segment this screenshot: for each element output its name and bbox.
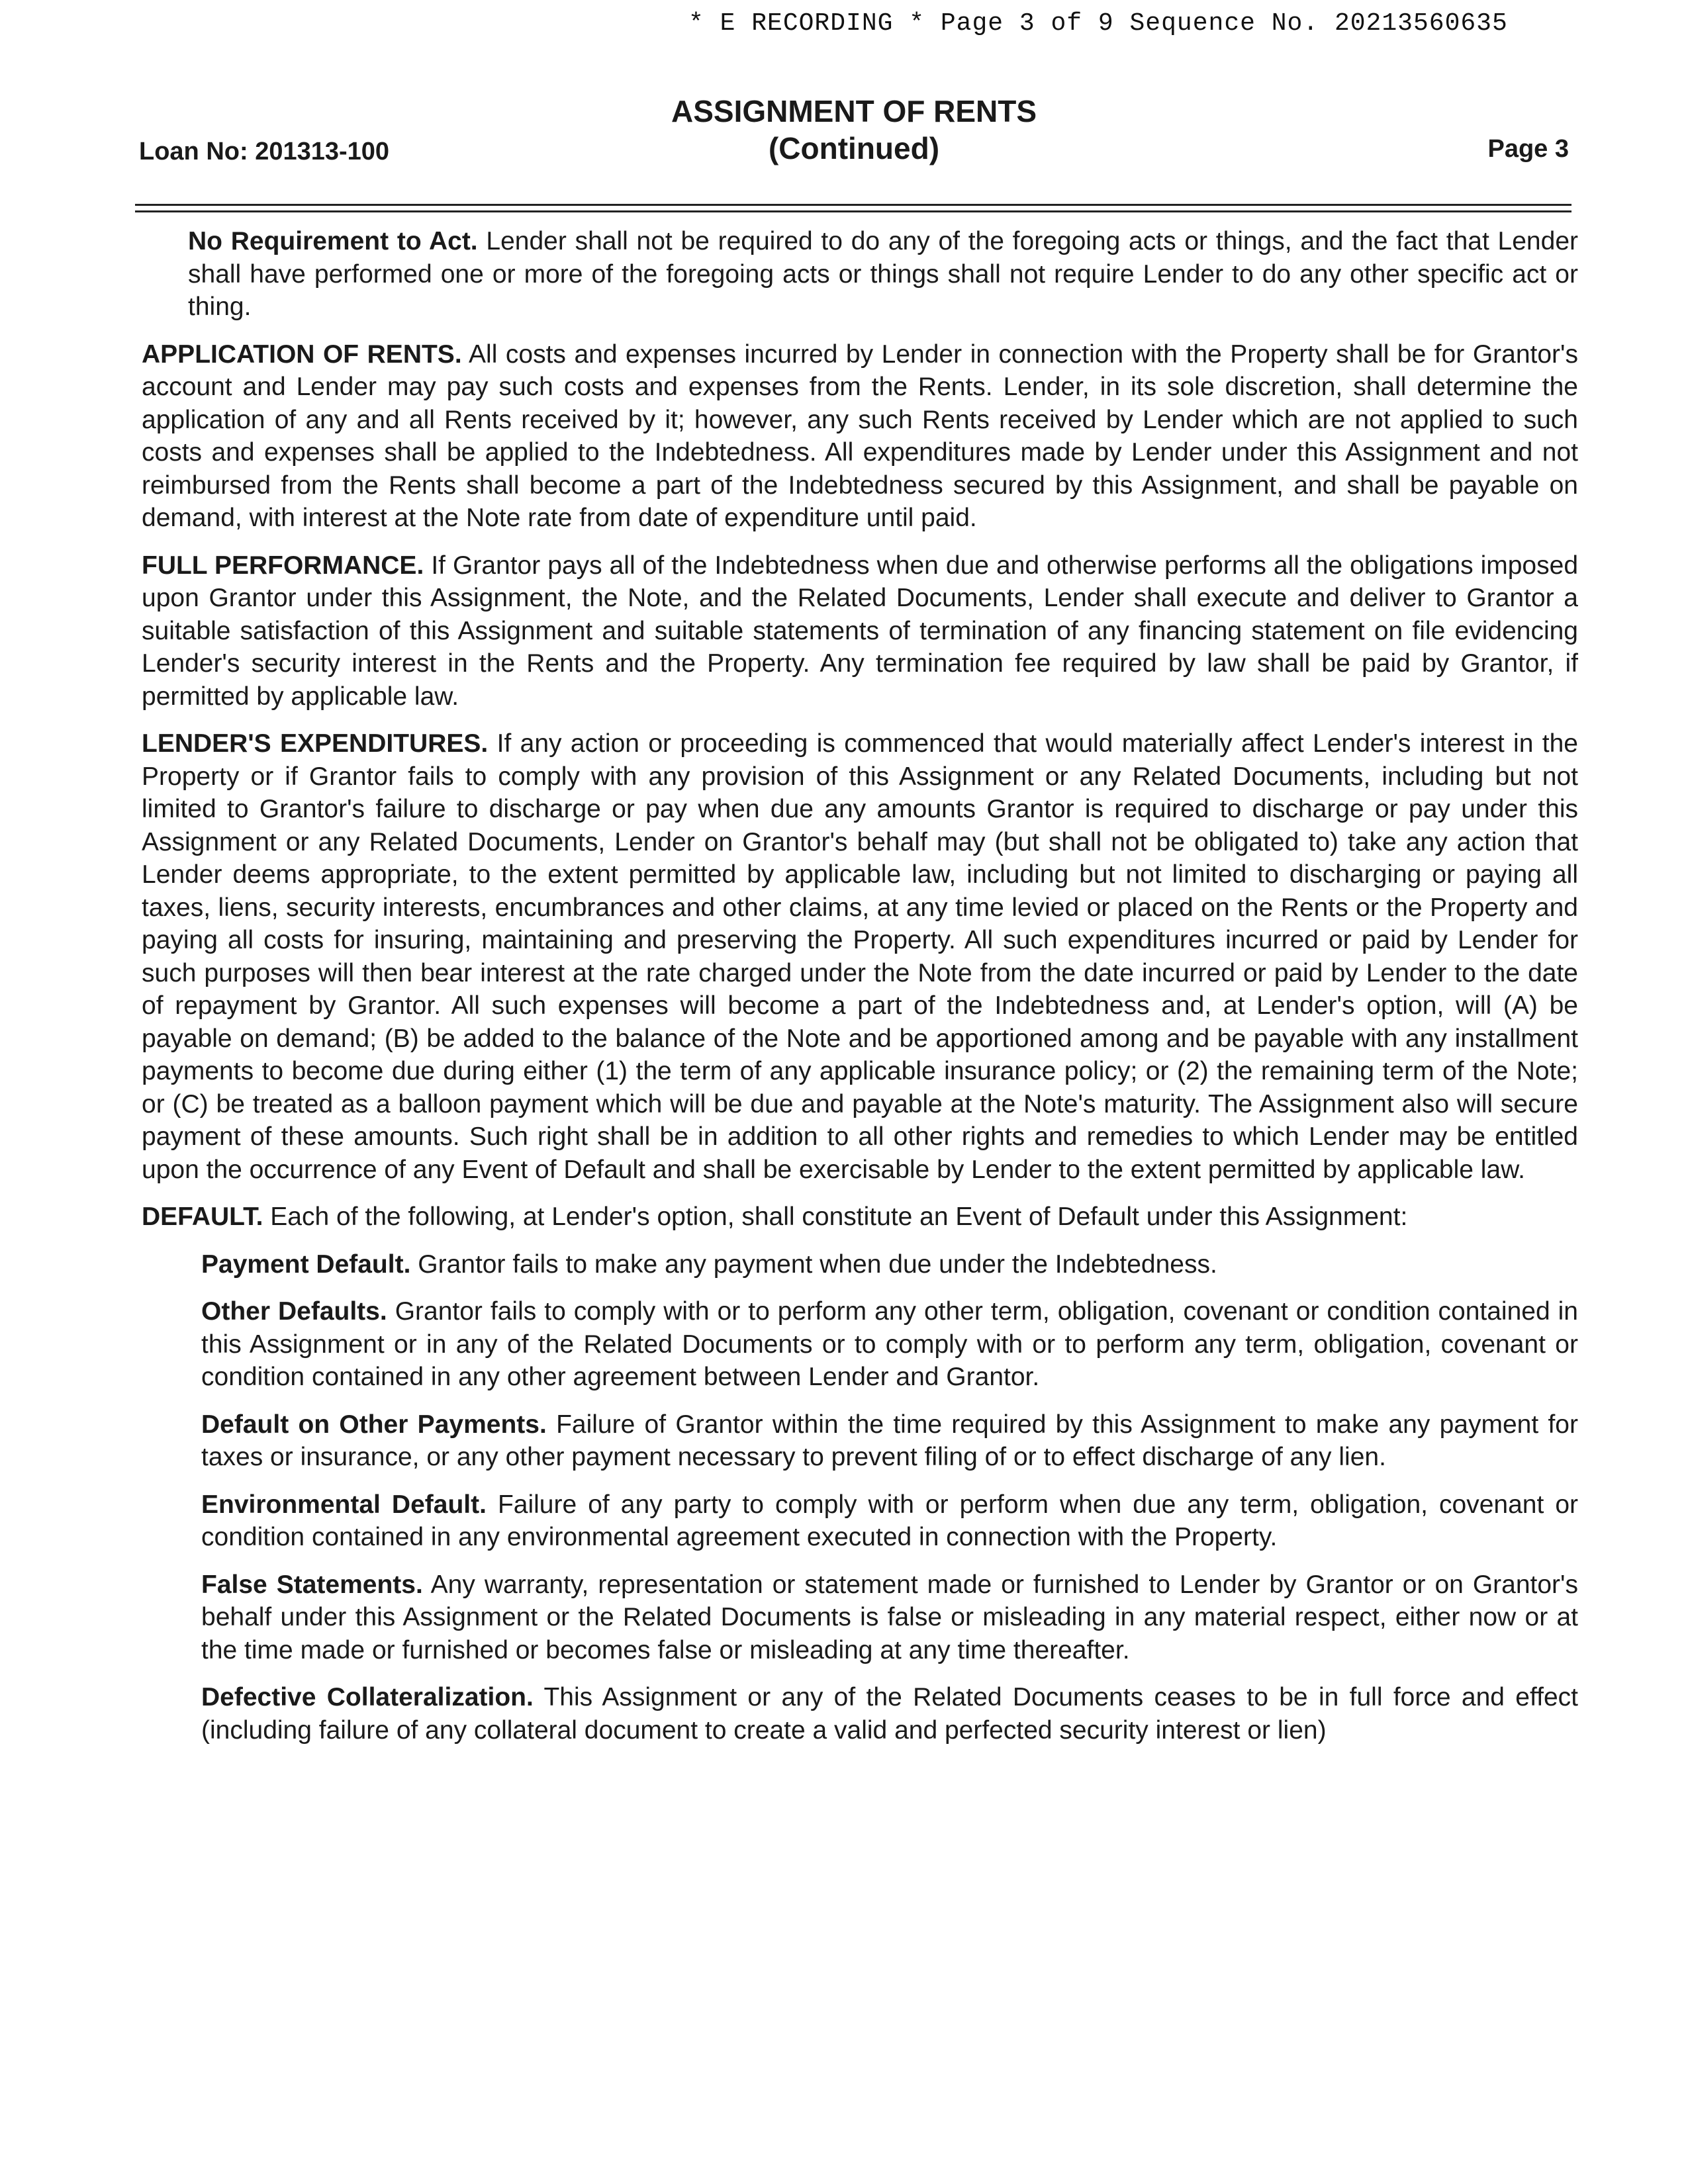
section-text: If any action or proceeding is commenced that would materially affect Lender's interest in the Property or if Grantor fails to comply with any provision of this Assignment or any Related Documents, including but not limited to Grantor's failure to discharge or pay when due any amounts Grantor is required to discharge or pay under this Assignment or any Related Documents, Lender on Grantor's behalf may (but shall not be obligated to) take any action that Lender deems appropriate, to the extent permitted by applicable law, including but not limited to discharging or paying all taxes, liens, security interests, encumbrances and other claims, at any time levied or placed on the Rents or the Property and paying all costs for insuring, maintaining and preserving the Property. All such expenditures incurred or paid by Lender for such purposes will then bear interest at the rate charged under the Note from the date incurred or paid by Lender to the date of repayment by Grantor. All such expenses will become a part of the Indebtedness and, at Lender's option, will (A) be payable on demand; (B) be added to the balance of the Note and be apportioned among and be payable with any installment payments to become due during either (1) the term of any applicable insurance policy; or (2) the remaining term of the Note; or (C) be treated as a balloon payment which will be due and payable at the Note's maturity. The Assignment also will secure payment of these amounts. Such right shall be in addition to all other rights and remedies to which Lender may be entitled upon the occurrence of any Event of Default and shall be exercisable by Lender to the extent permitted by applicable law.: [142, 729, 1578, 1184]
section-other-defaults: [201, 1295, 1578, 1394]
section-text: Grantor fails to comply with or to perform any other term, obligation, covenant or condition contained in this Assignment or in any of the Related Documents or to comply with or to perform any term, obligation, covenant or condition contained in any other agreement between Lender and Grantor.: [201, 1297, 1578, 1391]
section-heading: Payment Default.: [201, 1250, 411, 1279]
section-text: Each of the following, at Lender's option, shall constitute an Event of Default under this Assignment:: [270, 1203, 1408, 1231]
header-divider-top: [135, 204, 1571, 206]
header-divider-bottom: [135, 210, 1571, 212]
section-text: This Assignment or any of the Related Documents ceases to be in full force and effect (including failure of any collateral document to create a valid and perfected security interest or lien): [201, 1683, 1578, 1745]
section-default: [142, 1201, 1578, 1234]
section-text: Any warranty, representation or statement made or furnished to Lender by Grantor or on Grantor's behalf under this Assignment or the Related Documents is false or misleading in any material respect, either now or at the time made or furnished or becomes false or misleading at any time thereafter.: [201, 1570, 1578, 1664]
section-text: If Grantor pays all of the Indebtedness when due and otherwise performs all the obligations imposed upon Grantor under this Assignment, the Note, and the Related Documents, Lender shall execute and deliver to Grantor a suitable satisfaction of this Assignment and suitable statements of termination of any financing statement on file evidencing Lender's security interest in the Rents and the Property. Any termination fee required by law shall be paid by Grantor, if permitted by applicable law.: [142, 551, 1579, 711]
title-line-1: ASSIGNMENT OF RENTS: [671, 94, 1037, 128]
section-payment-default: [201, 1248, 1578, 1281]
section-heading: False Statements.: [201, 1570, 423, 1599]
section-text: Failure of any party to comply with or perform when due any term, obligation, covenant or condition contained in any environmental agreement executed in connection with the Property.: [201, 1490, 1578, 1551]
recording-stamp: * E RECORDING * Page 3 of 9 Sequence No. 20213560635: [688, 9, 1508, 38]
section-heading: APPLICATION OF RENTS.: [142, 340, 462, 369]
section-default-other-payments: [201, 1408, 1578, 1474]
section-heading: FULL PERFORMANCE.: [142, 551, 424, 580]
loan-number: Loan No: 201313-100: [139, 138, 390, 165]
section-environmental-default: [201, 1488, 1578, 1554]
section-heading: Environmental Default.: [201, 1490, 487, 1519]
section-full-performance: [142, 549, 1578, 713]
section-text: Failure of Grantor within the time required by this Assignment to make any payment for taxes or insurance, or any other payment necessary to prevent filing of or to effect discharge of any lien.: [201, 1410, 1578, 1471]
section-heading: Defective Collateralization.: [201, 1683, 534, 1711]
section-heading: LENDER'S EXPENDITURES.: [142, 729, 489, 758]
page-number: Page 3: [1487, 135, 1569, 163]
document-body: [142, 225, 1578, 1761]
section-false-statements: [201, 1569, 1578, 1667]
section-heading: Other Defaults.: [201, 1297, 387, 1326]
section-text: Grantor fails to make any payment when due under the Indebtedness.: [418, 1250, 1217, 1279]
section-text: Lender shall not be required to do any of the foregoing acts or things, and the fact that Lender shall have performed one or more of the foregoing acts or things shall not require Lender to do any other specific act or thing.: [188, 227, 1578, 321]
section-heading: No Requirement to Act.: [188, 227, 478, 255]
page-header: [139, 93, 1569, 199]
section-no-requirement: [188, 225, 1578, 324]
section-lenders-expenditures: [142, 727, 1578, 1186]
section-defective-collateralization: [201, 1681, 1578, 1747]
title-line-2: (Continued): [768, 131, 940, 165]
section-application-of-rents: [142, 338, 1578, 535]
document-title: [139, 93, 1569, 167]
section-text: All costs and expenses incurred by Lender in connection with the Property shall be for Grantor's account and Lender may pay such costs and expenses from the Rents. Lender, in its sole discretion, shall determine the application of any and all Rents received by it; however, any such Rents received by Lender which are not applied to such costs and expenses shall be applied to the Indebtedness. All expenditures made by Lender under this Assignment and not reimbursed from the Rents shall become a part of the Indebtedness secured by this Assignment, and shall be payable on demand, with interest at the Note rate from date of expenditure until paid.: [142, 340, 1578, 532]
section-heading: DEFAULT.: [142, 1203, 263, 1231]
section-heading: Default on Other Payments.: [201, 1410, 547, 1439]
